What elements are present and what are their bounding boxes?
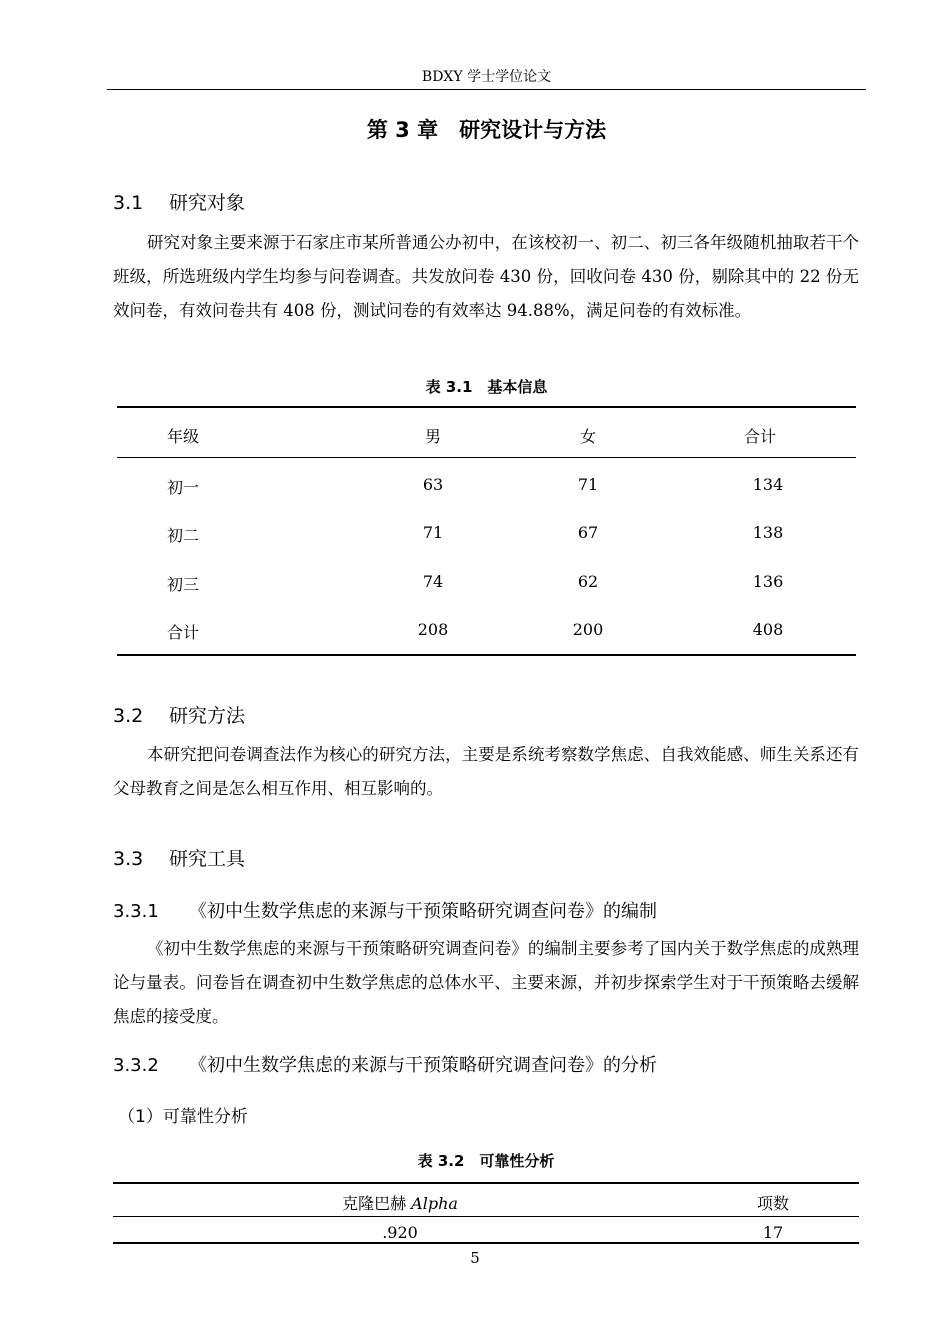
section-heading-3-2 bbox=[113, 701, 245, 728]
table-top-rule bbox=[113, 1182, 859, 1184]
page-number: 5 bbox=[470, 1249, 480, 1267]
table-cell: 71 bbox=[422, 523, 444, 542]
table-cell: 初二 bbox=[167, 526, 200, 545]
section-number: 3.3.1 bbox=[113, 901, 159, 922]
table-header-cell: 项数 bbox=[756, 1194, 789, 1213]
section-heading-3-3 bbox=[113, 844, 245, 871]
table-header-cell: 合计 bbox=[743, 427, 776, 446]
chapter-title: 第 3 章 研究设计与方法 bbox=[366, 118, 607, 142]
table-header-cell: 女 bbox=[579, 427, 596, 446]
section-number: 3.1 bbox=[113, 192, 144, 214]
section-title: 《初中生数学焦虑的来源与干预策略研究调查问卷》的编制 bbox=[189, 901, 657, 922]
section-heading-3-1 bbox=[113, 188, 245, 215]
section-number: 3.3.2 bbox=[113, 1055, 159, 1076]
header-text: 克隆巴赫 bbox=[342, 1194, 412, 1213]
paragraph-research-method: 本研究把问卷调查法作为核心的研究方法，主要是系统考察数学焦虑、自我效能感、师生关系还有父母教育之间是怎么相互作用、相互影响的。 bbox=[113, 745, 859, 798]
table-header-rule bbox=[117, 457, 856, 458]
section-title: 研究对象 bbox=[169, 192, 246, 214]
table-cell: 136 bbox=[752, 572, 784, 591]
table-cell: 408 bbox=[752, 620, 784, 639]
section-title: 《初中生数学焦虑的来源与干预策略研究调查问卷》的分析 bbox=[189, 1055, 657, 1076]
section-heading-3-3-1 bbox=[113, 897, 657, 923]
table-cell: 200 bbox=[572, 620, 604, 639]
table-cell: 134 bbox=[752, 475, 784, 494]
paragraph-research-subjects: 研究对象主要来源于石家庄市某所普通公办初中，在该校初一、初二、初三各年级随机抽取若干个班级，所选班级内学生均参与问卷调查。共发放问卷 430 份，回收问卷 430 份，剔除其中的 22 份无效问卷，有效问卷共有 408 份，测试问卷的有效率达 94.88%，满足问卷的有效标准。 bbox=[113, 233, 859, 320]
table-bottom-rule bbox=[113, 1242, 859, 1244]
header-rule bbox=[107, 89, 866, 90]
table-cell: 63 bbox=[422, 475, 444, 494]
table-cell: 208 bbox=[417, 620, 449, 639]
table-caption-3-2: 表 3.2 可靠性分析 bbox=[417, 1152, 555, 1170]
table-cell: .920 bbox=[382, 1223, 418, 1242]
table-cell: 初一 bbox=[167, 478, 200, 497]
table-header-rule bbox=[113, 1216, 859, 1217]
table-top-rule bbox=[117, 406, 856, 408]
table-cell: 138 bbox=[752, 523, 784, 542]
table-caption-3-1: 表 3.1 基本信息 bbox=[425, 378, 548, 396]
section-number: 3.2 bbox=[113, 705, 144, 727]
section-heading-3-3-2 bbox=[113, 1051, 657, 1077]
table-cell: 74 bbox=[422, 572, 444, 591]
subheading-reliability: （1）可靠性分析 bbox=[118, 1107, 248, 1127]
page-header: BDXY 学士学位论文 bbox=[421, 69, 552, 85]
table-cell: 67 bbox=[577, 523, 599, 542]
paragraph-questionnaire-design: 《初中生数学焦虑的来源与干预策略研究调查问卷》的编制主要参考了国内关于数学焦虑的成熟理论与量表。问卷旨在调查初中生数学焦虑的总体水平、主要来源，并初步探索学生对于干预策略去缓解焦虑的接受度。 bbox=[113, 939, 859, 1026]
table-cell: 17 bbox=[762, 1223, 784, 1242]
table-header-cell bbox=[250, 1191, 550, 1214]
table-cell: 初三 bbox=[167, 575, 200, 594]
header-alpha: Alpha bbox=[411, 1194, 458, 1213]
table-cell: 合计 bbox=[167, 623, 200, 642]
section-number: 3.3 bbox=[113, 848, 144, 870]
section-title: 研究方法 bbox=[169, 705, 246, 727]
table-cell: 62 bbox=[577, 572, 599, 591]
table-bottom-rule bbox=[117, 654, 856, 656]
table-cell: 71 bbox=[577, 475, 599, 494]
table-header-cell: 年级 bbox=[167, 427, 200, 446]
table-header-cell: 男 bbox=[424, 427, 441, 446]
section-title: 研究工具 bbox=[169, 848, 246, 870]
